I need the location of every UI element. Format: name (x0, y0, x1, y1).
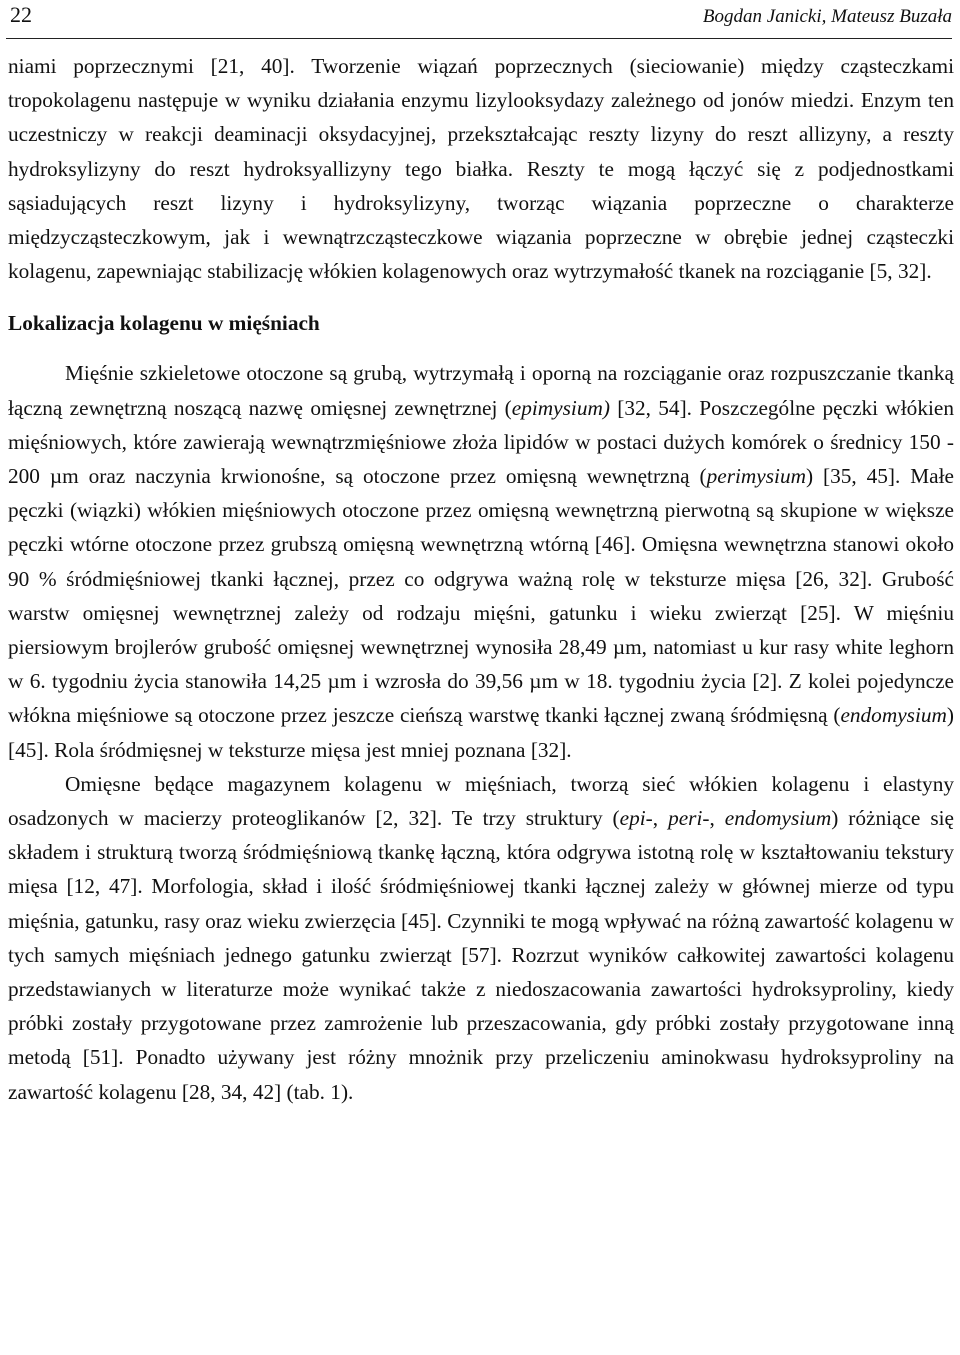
p2-text-e: ) [35, 45]. Małe pęczki (wiązki) włókien mięśniowych otoczone przez omięsną wewnętrzną pierwotną są skupione w większe pęczki wtórne otoczone przez grubszą omięsną wewnętrzną wtórną [46]. Omięsna wewnętrzna stanowi około 90 % śródmięśniowej tkanki łącznej, przez co odgrywa ważną rolę w teksturze mięsa [26, 32]. Grubość warstw omięsnej wewnętrznej zależy od rodzaju mięśni, gatunku i wieku zwierząt [25]. W mięśniu piersiowym brojlerów grubość omięsnej wewnętrznej wynosiła 28,49 µm, natomiast u kur rasy white leghorn w 6. tygodniu życia stanowiła 14,25 µm i wzrosła do 39,56 µm w 18. tygodniu życia [2]. Z kolei pojedyncze włókna mięśniowe są otoczone przez jeszcze cieńszą warstwę tkanki łącznej zwaną śródmięsną ( (8, 464, 955, 728)
p3-text-a: Omięsne będące magazynem kolagenu w mięśniach, tworzą sieć włókien kolagenu i elastyny osadzonych w macierzy proteoglikanów [2, 32]. Te trzy struktury ( (8, 771, 954, 831)
p3-term-epi: epi- (619, 806, 653, 831)
p3-text-e: -, (702, 806, 725, 831)
p2-text-c: [32, 54]. Poszczególne pęczki włókien mięśniowych, które zawierają wewnątrzmięśniowe złoża lipidów w postaci dużych komórek o średnicy 150 - 200 µm oraz naczynia krwionośne, są otoczone przez omięsną wewnętrzną ( (8, 395, 954, 489)
p3-term-endomysium: endomysium (724, 806, 832, 831)
p2-term-epimysium: epimysium) (511, 395, 610, 420)
paragraph-1: niami poprzecznymi [21, 40]. Tworzenie wiązań poprzecznych (sieciowanie) między cząsteczkami tropokolagenu następuje w wyniku działania enzymu lizylooksydazy zależnego od jonów miedzi. Enzym ten uczestniczy w reakcji deaminacji oksydacyjnej, przekształcając reszty lizyny do reszt allizyny, a reszty hydroksylizyny do reszt hydroksyallizyny tego białka. Reszty te mogą łączyć się z podjednostkami sąsiadujących reszt lizyny i hydroksylizyny, tworząc wiązania poprzeczne o charakterze międzycząsteczkowym, jak i wewnątrzcząsteczkowe wiązania poprzeczne w obrębie jednej cząsteczki kolagenu, zapewniając stabilizację włókien kolagenowych oraz wytrzymałość tkanek na rozciąganie [5, 32]. (8, 54, 954, 284)
p2-term-endomysium: endomysium (840, 703, 947, 728)
running-head-authors: Bogdan Janicki, Mateusz Buzała (702, 6, 952, 27)
body-text (8, 49, 954, 1109)
p2-text-a: Mięśnie szkieletowe otoczone są grubą, wytrzymałą i oporną na rozciąganie oraz rozpuszczanie tkanką łączną zewnętrzną noszącą nazwę omięsnej zewnętrznej ( (8, 361, 954, 420)
p3-text-g: ) różniące się składem i strukturą tworzą śródmięśniową tkankę łączną, która odgrywa istotną rolę w kształtowaniu tekstury mięsa [12, 47]. Morfologia, skład i ilość śródmięśniowej tkanki łącznej zależy w głównej mierze od typu mięśnia, gatunku, rasy oraz wieku zwierzęcia [45]. Czynniki te mogą wpływać na różną zawartość kolagenu w tych samych mięśniach jednego gatunku zwierząt [57]. Rozrzut wyników całkowitej zawartości kolagenu przedstawianych w literaturze może wynikać także z niedoszacowania zawartości hydroksyproliny, kiedy próbki zostały przygotowane przez zamrożenie lub przeszacowania, gdy próbki zostały przygotowane inną metodą [51]. Ponadto używany jest różny mnożnik przy przeliczeniu aminokwasu hydroksyproliny na zawartość kolagenu [28, 34, 42] (tab. 1). (8, 806, 954, 1104)
p2-text-g: ) [45]. Rola śródmięsnej w teksturze mięsa jest mniej poznana [32]. (8, 703, 954, 762)
page-number: 22 (10, 2, 32, 27)
page-header (6, 0, 952, 39)
section-heading: Lokalizacja kolagenu w mięśniach (8, 311, 320, 336)
p2-term-perimysium: perimysium (706, 464, 806, 489)
p3-text-c: , (652, 806, 669, 831)
p3-term-peri: peri (668, 806, 703, 831)
paragraph-2 (8, 356, 954, 766)
paragraph-3 (8, 767, 954, 1109)
